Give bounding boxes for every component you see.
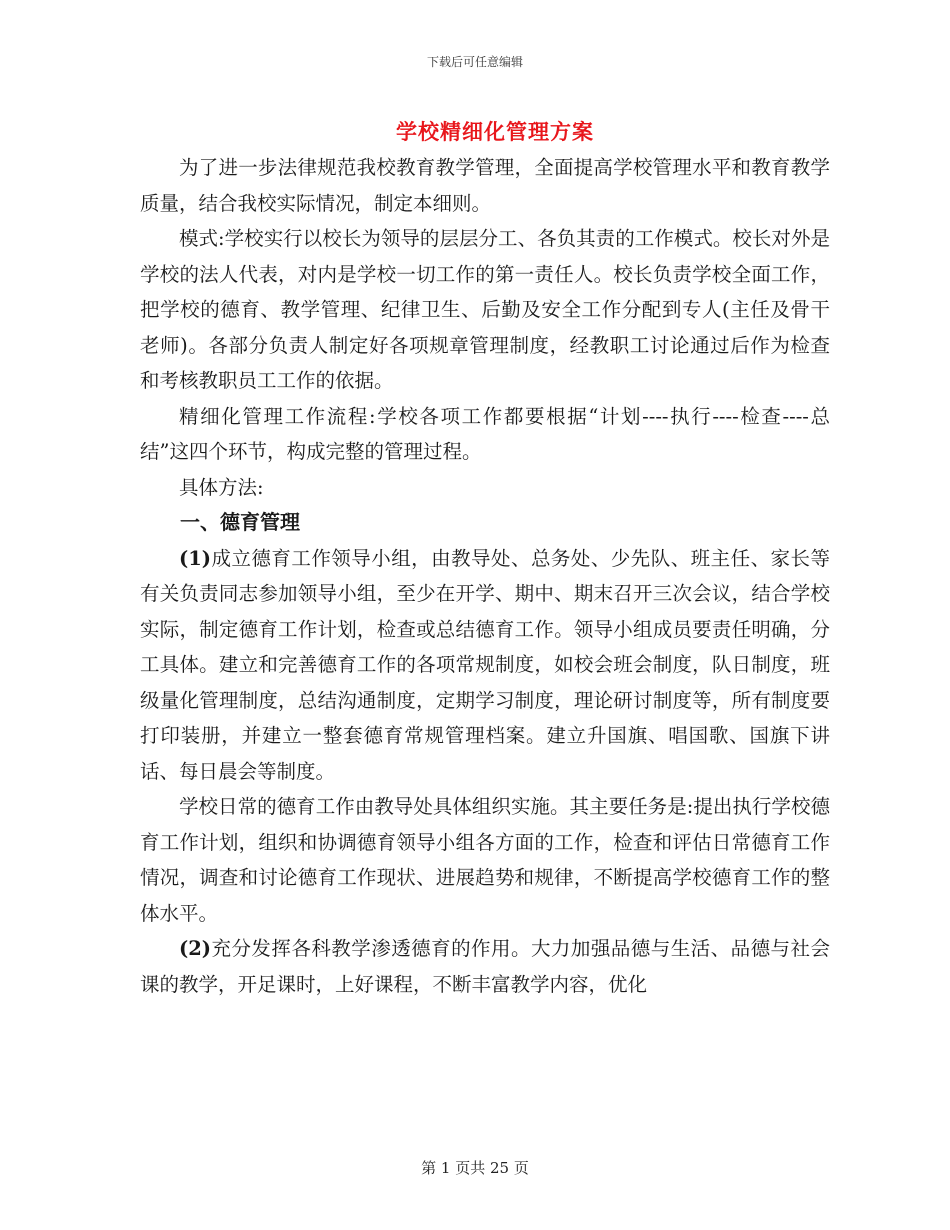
item-text: 充分发挥各科教学渗透德育的作用。大力加强品德与生活、品德与社会课的教学，开足课时，上好课程，不断丰富教学内容，优化	[140, 937, 830, 996]
paragraph-item-1	[140, 541, 830, 790]
document-body	[140, 150, 830, 1002]
page-footer: 第 1 页共 25 页	[421, 1159, 529, 1177]
paragraph-daily-work: 学校日常的德育工作由教导处具体组织实施。其主要任务是:提出执行学校德育工作计划，组织和协调德育领导小组各方面的工作，检查和评估日常德育工作情况，调查和讨论德育工作现状、进展趋势和规律，不断提高学校德育工作的整体水平。	[140, 795, 830, 925]
paragraph-item-2	[140, 931, 830, 1002]
item-number: (1)	[179, 546, 212, 570]
paragraph-intro: 为了进一步法律规范我校教育教学管理，全面提高学校管理水平和教育教学质量，结合我校实际情况，制定本细则。	[140, 156, 830, 215]
item-text: 成立德育工作领导小组，由教导处、总务处、少先队、班主任、家长等有关负责同志参加领导小组，至少在开学、期中、期末召开三次会议，结合学校实际，制定德育工作计划，检查或总结德育工作。领导小组成员要责任明确，分工具体。建立和完善德育工作的各项常规制度，如校会班会制度，队日制度，班级量化管理制度，总结沟通制度，定期学习制度，理论研讨制度等，所有制度要打印装册，并建立一整套德育常规管理档案。建立升国旗、唱国歌、国旗下讲话、每日晨会等制度。	[140, 546, 830, 783]
section-heading-moral-education: 一、德育管理	[180, 510, 300, 534]
header-note: 下载后可任意编辑	[426, 55, 523, 69]
item-number: (2)	[179, 937, 212, 960]
paragraph-process: 精细化管理工作流程:学校各项工作都要根据“计划----执行----检查----总结”这四个环节，构成完整的管理过程。	[140, 404, 830, 463]
paragraph-methods: 具体方法:	[179, 475, 264, 499]
paragraph-mode: 模式:学校实行以校长为领导的层层分工、各负其责的工作模式。校长对外是学校的法人代表，对内是学校一切工作的第一责任人。校长负责学校全面工作，把学校的德育、教学管理、纪律卫生、后勤及安全工作分配到专人(主任及骨干老师)。各部分负责人制定好各项规章管理制度，经教职工讨论通过后作为检查和考核教职员工工作的依据。	[140, 227, 830, 392]
document-title: 学校精细化管理方案	[396, 119, 594, 144]
